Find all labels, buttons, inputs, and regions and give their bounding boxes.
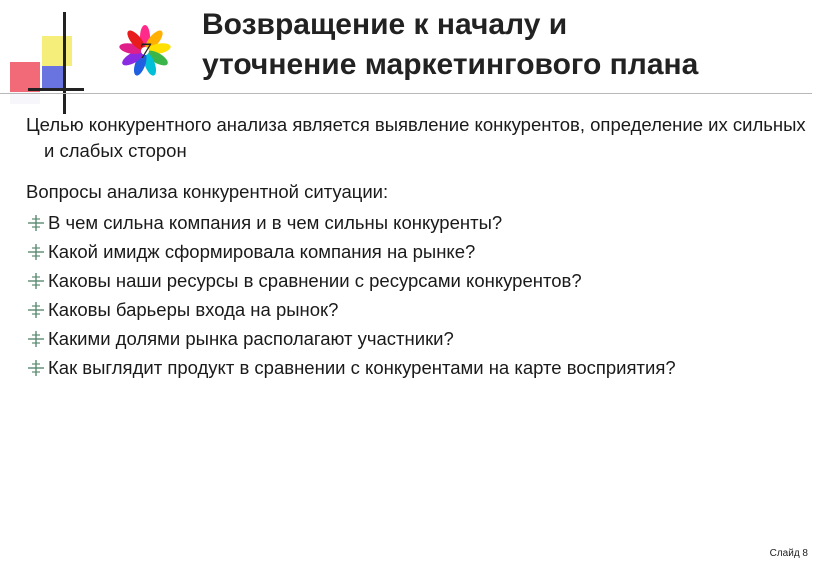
question-text: Каковы барьеры входа на рынок? bbox=[48, 298, 339, 320]
blue-square bbox=[42, 66, 64, 88]
title-line-2: уточнение маркетингового плана bbox=[202, 48, 699, 81]
crosshair-bullet-icon bbox=[26, 214, 46, 232]
question-text: Как выглядит продукт в сравнении с конкурентами на карте восприятия? bbox=[48, 356, 676, 378]
list-item bbox=[26, 295, 816, 324]
crosshair-bullet-icon bbox=[26, 330, 46, 348]
title-line-1: Возвращение к началу и bbox=[202, 8, 568, 41]
crosshair-bullet-icon bbox=[26, 243, 46, 261]
vertical-line bbox=[63, 12, 66, 114]
questions-heading: Вопросы анализа конкурентной ситуации: bbox=[26, 181, 389, 202]
crosshair-bullet-icon bbox=[26, 301, 46, 319]
slide-title bbox=[202, 5, 822, 85]
question-text: Какими долями рынка располагают участники? bbox=[48, 327, 454, 349]
question-text: В чем сильна компания и в чем сильны конкуренты? bbox=[48, 211, 503, 233]
wheel-number: 7 bbox=[138, 39, 152, 63]
crosshair-bullet-icon bbox=[26, 272, 46, 290]
list-item bbox=[26, 237, 816, 266]
intro-text: Целью конкурентного анализа является выявление конкурентов, определение их сильных и слабых сторон bbox=[26, 114, 806, 161]
question-text: Каковы наши ресурсы в сравнении с ресурсами конкурентов? bbox=[48, 269, 582, 291]
decorative-squares bbox=[0, 0, 210, 125]
slide-number: Слайд 8 bbox=[769, 548, 808, 559]
title-divider bbox=[0, 93, 812, 94]
crosshair-bullet-icon bbox=[26, 359, 46, 377]
color-wheel-icon bbox=[119, 25, 171, 77]
yellow-square bbox=[42, 36, 72, 66]
list-item bbox=[26, 324, 816, 353]
list-item bbox=[26, 266, 816, 295]
slide-body bbox=[26, 112, 816, 382]
horizontal-line bbox=[28, 88, 84, 91]
questions-list bbox=[26, 208, 816, 382]
question-text: Какой имидж сформировала компания на рынке? bbox=[48, 240, 476, 262]
list-item bbox=[26, 208, 816, 237]
list-item bbox=[26, 353, 816, 382]
